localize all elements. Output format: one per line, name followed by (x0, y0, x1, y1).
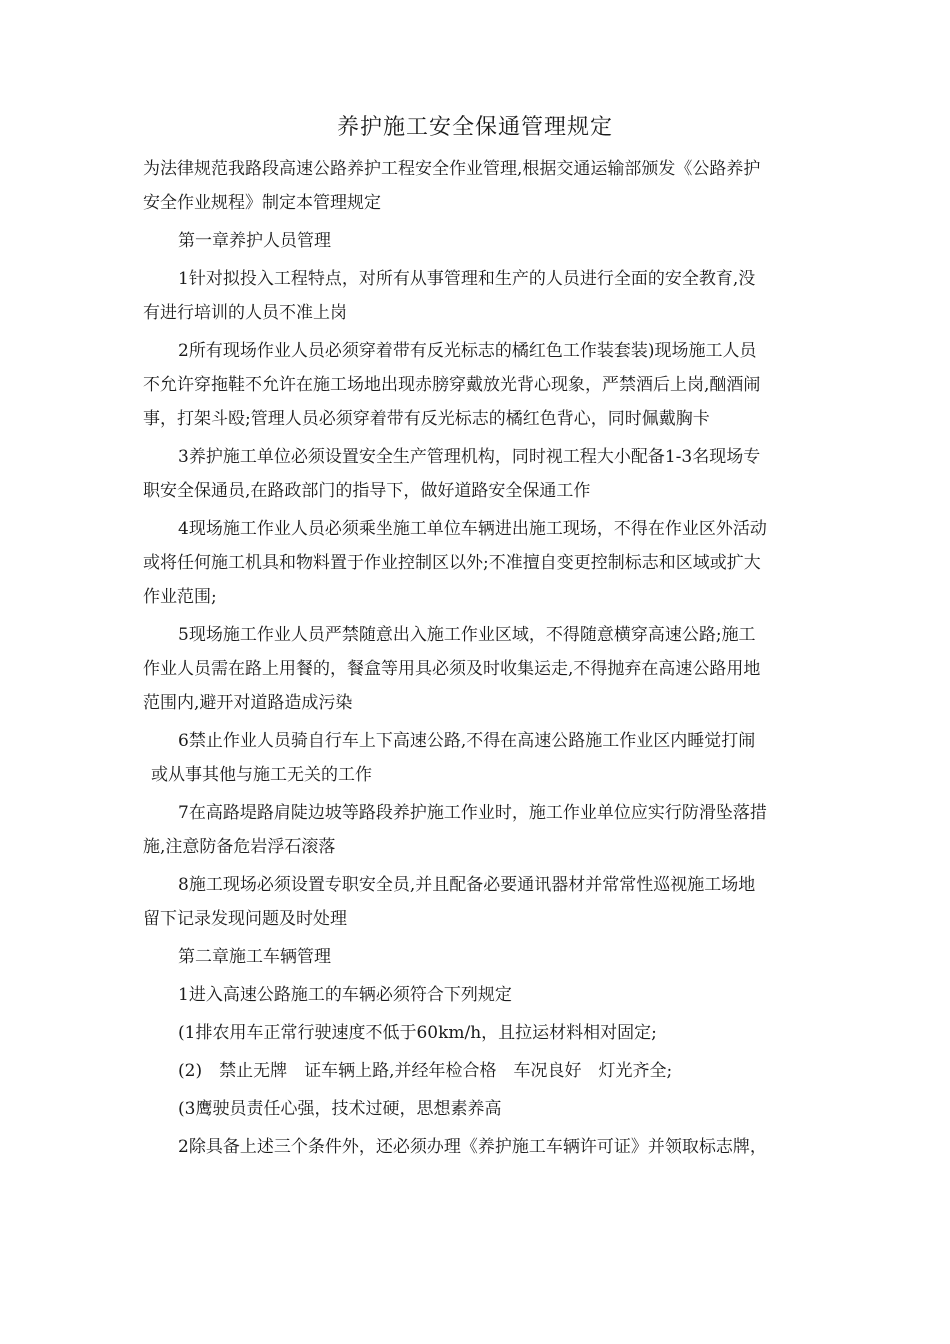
paragraph-line: 6禁止作业人员骑自行车上下高速公路,不得在高速公路施工作业区内睡觉打闹 (178, 731, 756, 751)
paragraph-line: 8施工现场必须设置专职安全员,并且配备必要通讯器材并常常性巡视施工场地 (178, 875, 756, 895)
paragraph-line: 有进行培训的人员不准上岗 (143, 303, 347, 323)
chapter-heading: 第一章养护人员管理 (178, 231, 331, 251)
paragraph-line: (1排农用车正常行驶速度不低于60km/h，且拉运材料相对固定; (178, 1023, 657, 1043)
paragraph-line: (3鹰驶员责任心强，技术过硬，思想素养高 (178, 1099, 502, 1119)
paragraph-line: 留下记录发现问题及时处理 (143, 909, 347, 929)
document-title: 养护施工安全保通管理规定 (336, 115, 613, 140)
paragraph-line: 或将任何施工机具和物料置于作业控制区以外;不准擅自变更控制标志和区域或扩大 (143, 553, 761, 573)
paragraph-line: 范围内,避开对道路造成污染 (143, 693, 353, 713)
paragraph-line: 2除具备上述三个条件外，还必须办理《养护施工车辆许可证》并领取标志牌， (178, 1137, 767, 1157)
paragraph-line: 职安全保通员,在路政部门的指导下，做好道路安全保通工作 (143, 481, 591, 501)
document-body (143, 152, 818, 1164)
paragraph-line: 不允许穿拖鞋不允许在施工场地出现赤膀穿戴放光背心现象，严禁酒后上岗,酗酒闹 (143, 375, 761, 395)
paragraph-line: 3养护施工单位必须设置安全生产管理机构，同时视工程大小配备1-3名现场专 (178, 447, 761, 467)
paragraph-line: (2) 禁止无牌 证车辆上路,并经年检合格 车况良好 灯光齐全; (178, 1061, 673, 1081)
paragraph-line: 4现场施工作业人员必须乘坐施工单位车辆进出施工现场，不得在作业区外活动 (178, 519, 767, 539)
paragraph-line: 5现场施工作业人员严禁随意出入施工作业区域，不得随意横穿高速公路;施工 (178, 625, 756, 645)
paragraph-line: 为法律规范我路段高速公路养护工程安全作业管理,根据交通运输部颁发《公路养护 (143, 159, 761, 179)
paragraph-line: 作业范围; (143, 587, 217, 607)
chapter-heading: 第二章施工车辆管理 (178, 947, 331, 967)
paragraph-line: 1进入高速公路施工的车辆必须符合下列规定 (178, 985, 512, 1005)
paragraph-line: 或从事其他与施工无关的工作 (151, 765, 372, 785)
paragraph-line: 作业人员需在路上用餐的，餐盒等用具必须及时收集运走,不得抛弃在高速公路用地 (143, 659, 761, 679)
paragraph-line: 1针对拟投入工程特点，对所有从事管理和生产的人员进行全面的安全教育,没 (178, 269, 756, 289)
paragraph-line: 2所有现场作业人员必须穿着带有反光标志的橘红色工作装套装)现场施工人员 (178, 341, 757, 361)
paragraph-line: 7在高路堤路肩陡边坡等路段养护施工作业时，施工作业单位应实行防滑坠落措 (178, 803, 767, 823)
paragraph-line: 安全作业规程》制定本管理规定 (143, 193, 381, 213)
paragraph-line: 施,注意防备危岩浮石滚落 (143, 837, 336, 857)
paragraph-line: 事，打架斗殴;管理人员必须穿着带有反光标志的橘红色背心，同时佩戴胸卡 (143, 409, 710, 429)
